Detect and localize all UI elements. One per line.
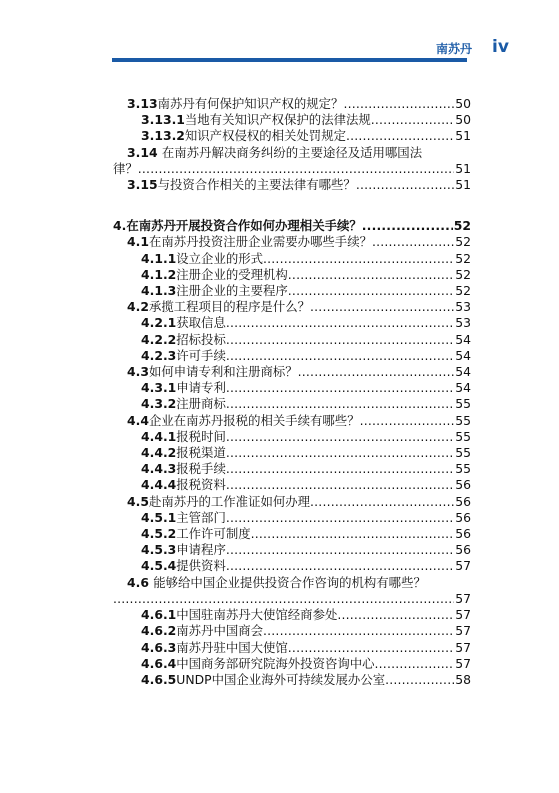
toc-entry-number: 4.1 [127, 234, 149, 250]
toc-entry-title: 与投资合作相关的主要法律有哪些？ [157, 177, 356, 193]
toc-entry-page: 54 [455, 331, 471, 347]
toc-entry-number: 4.4.4 [141, 477, 177, 493]
toc-entry-title: 申请程序 [176, 542, 226, 558]
toc-entry-number: 4. [113, 218, 127, 234]
toc-entry-page: 54 [455, 380, 471, 396]
toc-entry-number: 4.6.3 [141, 639, 177, 655]
toc-leader-dots [343, 96, 454, 112]
toc-leader-dots [356, 177, 454, 193]
toc-entry-title: 南苏丹中国商会 [176, 623, 264, 639]
toc-entry-number: 4.1.2 [141, 266, 177, 282]
toc-entry-page: 57 [455, 639, 471, 655]
toc-entry-number: 4.5.2 [141, 526, 177, 542]
toc-entry-number: 4.4 [127, 412, 149, 428]
toc-section-gap [113, 193, 471, 218]
toc-leader-dots [298, 364, 455, 380]
toc-entry-page: 52 [455, 266, 471, 282]
toc-entry-page: 51 [455, 177, 471, 193]
toc-leader-dots [226, 510, 454, 526]
toc-entry[interactable] [113, 640, 471, 656]
toc-entry-title: 当地有关知识产权保护的法律法规 [184, 112, 371, 128]
toc-leader-dots [263, 623, 454, 639]
toc-entry-page: 51 [455, 160, 471, 176]
toc-leader-dots [288, 640, 454, 656]
header-rule [112, 58, 467, 62]
toc-entry-page: 57 [455, 607, 471, 623]
toc-entry-number: 4.4.2 [141, 445, 177, 461]
toc-leader-dots [226, 380, 454, 396]
toc-leader-dots [346, 128, 454, 144]
toc-entry[interactable] [113, 526, 471, 542]
toc-entry-number: 3.13.1 [141, 112, 185, 128]
toc-leader-dots [226, 396, 454, 412]
toc-leader-dots [226, 315, 454, 331]
toc-entry-page: 55 [455, 461, 471, 477]
toc-entry[interactable] [113, 315, 471, 331]
toc-entry[interactable] [113, 396, 471, 412]
toc-entry-number: 4.3 [127, 364, 149, 380]
toc-leader-dots [113, 591, 454, 607]
toc-leader-dots [375, 656, 455, 672]
toc-entry-title: 企业在南苏丹报税的相关手续有哪些？ [148, 412, 360, 428]
toc-entry-number: 4.6.2 [141, 623, 177, 639]
toc-entry-number: 4.4.1 [141, 428, 177, 444]
toc-entry[interactable] [113, 477, 471, 493]
toc-entry-number: 4.4.3 [141, 461, 177, 477]
toc-entry-title: 报税时间 [176, 428, 226, 444]
toc-entry-title: 主管部门 [176, 509, 226, 525]
toc-entry-page: 55 [455, 412, 471, 428]
toc-entry-number: 4.3.1 [141, 380, 177, 396]
toc-entry-page: 58 [455, 671, 471, 687]
toc-entry[interactable] [113, 494, 471, 510]
toc-entry-title: 赴南苏丹的工作准证如何办理 [148, 493, 311, 509]
toc-entry[interactable] [113, 96, 471, 112]
toc-entry-number: 4.6.1 [141, 607, 177, 623]
toc-entry[interactable] [113, 672, 471, 688]
toc-entry-page: 53 [455, 299, 471, 315]
toc-entry-title: 能够给中国企业提供投资合作咨询的机构有哪些？ [153, 574, 426, 590]
toc-entry-page: 56 [455, 509, 471, 525]
toc-leader-dots [226, 542, 454, 558]
toc-leader-dots [385, 672, 454, 688]
toc-entry-title: 在南苏丹解决商务纠纷的主要途径及适用哪国法 [161, 144, 423, 160]
toc-entry-page: 55 [455, 445, 471, 461]
toc-leader-dots [288, 267, 454, 283]
toc-entry-number: 4.1.1 [141, 250, 177, 266]
toc-entry-page: 50 [455, 112, 471, 128]
toc-leader-dots [251, 526, 455, 542]
toc-leader-dots [372, 234, 454, 250]
toc-entry-number: 4.5 [127, 493, 149, 509]
toc-entry-page: 55 [455, 428, 471, 444]
toc-leader-dots [288, 283, 454, 299]
toc-entry-number: 4.6.4 [141, 655, 177, 671]
toc-entry-page: 56 [455, 477, 471, 493]
toc-entry[interactable] [113, 623, 471, 639]
toc-leader-dots [226, 445, 454, 461]
toc-entry[interactable] [113, 267, 471, 283]
toc-leader-dots [362, 218, 453, 234]
toc-entry-title: 招标投标 [176, 331, 226, 347]
toc-entry-page: 52 [453, 218, 471, 234]
toc-leader-dots [310, 299, 454, 315]
toc-entry-title: 获取信息 [176, 315, 226, 331]
toc-entry-page: 52 [455, 250, 471, 266]
toc-leader-dots [226, 332, 454, 348]
toc-entry[interactable] [113, 299, 471, 315]
toc-entry-title: 工作许可制度 [176, 526, 251, 542]
toc-entry-page: 54 [455, 364, 471, 380]
toc-entry-title: 在南苏丹投资注册企业需要办哪些手续？ [148, 234, 372, 250]
toc-entry-number: 4.2 [127, 299, 149, 315]
toc-entry[interactable] [113, 251, 471, 267]
toc-entry-number: 4.2.1 [141, 315, 177, 331]
toc-entry[interactable] [113, 112, 471, 128]
toc-entry-title: 报税手续 [176, 461, 226, 477]
toc-entry-title: 南苏丹有何保护知识产权的规定？ [157, 96, 344, 111]
toc-leader-dots [226, 348, 454, 364]
toc-leader-dots [226, 429, 454, 445]
toc-entry[interactable] [113, 558, 471, 574]
toc-entry[interactable] [113, 218, 471, 234]
toc-entry-title: 中国驻南苏丹大使馆经商参处 [176, 607, 338, 623]
toc-entry-page: 57 [455, 558, 471, 574]
toc-leader-dots [226, 558, 454, 574]
toc-entry-title-continued: 律？ [113, 160, 138, 176]
toc-entry[interactable] [113, 348, 471, 364]
toc-leader-dots [337, 607, 454, 623]
toc-entry-title: 报税资料 [176, 477, 226, 493]
toc-entry[interactable] [113, 656, 471, 672]
toc-entry-number: 3.13 [127, 96, 158, 111]
toc-entry[interactable] [113, 234, 471, 250]
toc-entry-page: 52 [455, 234, 471, 250]
toc-entry-title: 注册商标 [176, 396, 226, 412]
toc-leader-dots [226, 477, 454, 493]
toc-entry-number: 4.6.5 [141, 671, 177, 687]
toc-entry-number: 4.2.3 [141, 347, 177, 363]
toc-entry[interactable] [113, 461, 471, 477]
toc-leader-dots [226, 461, 454, 477]
toc-entry-title: 南苏丹驻中国大使馆 [176, 639, 288, 655]
toc-entry[interactable] [113, 364, 471, 380]
toc-entry-title: 设立企业的形式 [176, 250, 264, 266]
toc-entry-number: 4.5.4 [141, 558, 177, 574]
toc-leader-dots [360, 413, 455, 429]
toc-entry[interactable] [113, 145, 471, 177]
toc-entry[interactable] [113, 510, 471, 526]
toc-leader-dots [263, 251, 454, 267]
toc-entry-title: 许可手续 [176, 347, 226, 363]
toc-entry[interactable] [113, 413, 471, 429]
toc-entry-number: 4.5.1 [141, 509, 177, 525]
toc-entry-title: 中国商务部研究院海外投资咨询中心 [176, 655, 375, 671]
toc-entry[interactable] [113, 575, 471, 607]
toc-entry-title: 提供资料 [176, 558, 226, 574]
toc-entry-number: 4.1.3 [141, 283, 177, 299]
toc-entry-page: 53 [455, 315, 471, 331]
toc-entry-page: 54 [455, 347, 471, 363]
toc-entry-number: 4.2.2 [141, 331, 177, 347]
toc-entry-title: UNDP中国企业海外可持续发展办公室 [176, 671, 386, 687]
toc-entry[interactable] [113, 128, 471, 144]
toc-entry-page: 57 [455, 655, 471, 671]
toc-entry[interactable] [113, 607, 471, 623]
toc-entry-title: 报税渠道 [176, 445, 226, 461]
toc-entry[interactable] [113, 177, 471, 193]
toc-entry[interactable] [113, 283, 471, 299]
toc-entry-number: 3.14 [127, 144, 162, 160]
toc-entry-page: 56 [455, 542, 471, 558]
toc-entry-number: 4.6 [127, 574, 154, 590]
toc-entry-title: 如何申请专利和注册商标？ [148, 364, 298, 380]
toc-entry-page: 55 [455, 396, 471, 412]
running-header-title: 南苏丹 [436, 42, 473, 56]
toc-leader-dots [138, 161, 454, 177]
toc-entry-page: 56 [455, 526, 471, 542]
toc-entry-page: 56 [455, 493, 471, 509]
page-number: iv [492, 37, 509, 57]
toc-entry-page: 50 [455, 96, 471, 111]
toc-entry[interactable] [113, 429, 471, 445]
toc-entry-title: 申请专利 [176, 380, 226, 396]
toc-entry-number: 4.5.3 [141, 542, 177, 558]
toc-entry[interactable] [113, 445, 471, 461]
toc-entry-title: 注册企业的受理机构 [176, 266, 288, 282]
toc-entry-page: 57 [455, 623, 471, 639]
toc-leader-dots [310, 494, 454, 510]
toc-entry-page: 57 [455, 590, 471, 606]
toc-leader-dots [371, 112, 454, 128]
toc-entry[interactable] [113, 380, 471, 396]
toc-entry[interactable] [113, 332, 471, 348]
toc-entry-title: 知识产权侵权的相关处罚规定 [184, 128, 346, 144]
toc-entry-number: 3.15 [127, 177, 158, 193]
toc-entry-page: 51 [455, 128, 471, 144]
toc-entry[interactable] [113, 542, 471, 558]
toc-entry-title: 注册企业的主要程序 [176, 283, 288, 299]
toc-entry-number: 3.13.2 [141, 128, 185, 144]
toc-entry-number: 4.3.2 [141, 396, 177, 412]
table-of-contents [113, 96, 471, 688]
toc-entry-title: 承揽工程项目的程序是什么？ [148, 299, 311, 315]
toc-entry-title: 在南苏丹开展投资合作如何办理相关手续？ [126, 218, 362, 234]
toc-entry-page: 52 [455, 283, 471, 299]
